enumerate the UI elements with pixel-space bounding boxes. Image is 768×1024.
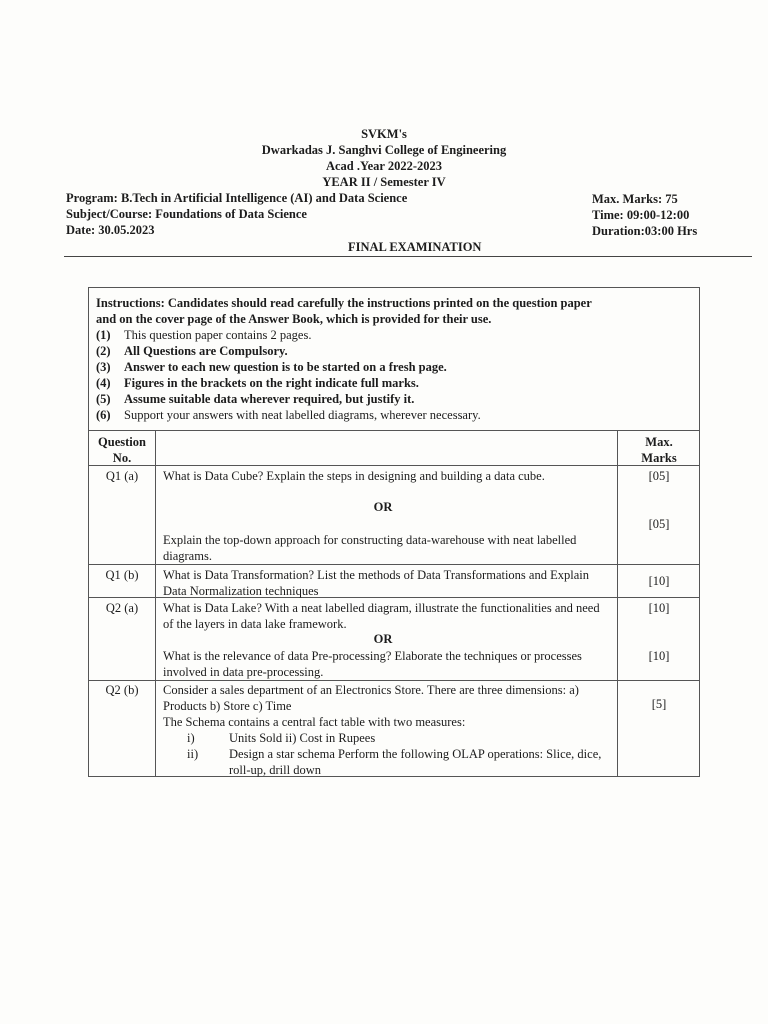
academic-year: Acad .Year 2022-2023 [325,159,443,173]
table-top-border [88,430,700,431]
question-marks: [05] [648,469,670,483]
instruction-number: (1) [96,328,111,342]
exam-title: FINAL EXAMINATION [348,240,482,254]
column-header-question-line2: No. [112,451,132,465]
question-number: Q1 (b) [105,568,139,582]
column-divider-marks [617,430,618,777]
question-number: Q2 (b) [105,683,139,697]
question-text: What is Data Cube? Explain the steps in designing and building a data cube. [163,469,545,483]
subject-course: Subject/Course: Foundations of Data Science [66,207,307,221]
column-header-question-line1: Question [98,435,146,449]
row-border [88,680,700,681]
exam-date: Date: 30.05.2023 [66,223,155,237]
instruction-number: (2) [96,344,111,358]
question-number: Q2 (a) [105,601,139,615]
question-marks-alternative: [10] [648,649,670,663]
header-divider [64,256,752,257]
column-header-marks-line1: Max. [645,435,673,449]
max-marks: Max. Marks: 75 [592,192,678,206]
instruction-item [96,327,696,343]
instruction-item [96,343,696,359]
year-semester: YEAR II / Semester IV [322,175,446,189]
instruction-item [96,391,696,407]
question-marks-alternative: [05] [648,517,670,531]
instruction-text: This question paper contains 2 pages. [124,328,312,342]
subpart-number: i) [187,731,195,745]
instruction-number: (5) [96,392,111,406]
exam-duration: Duration:03:00 Hrs [592,224,698,238]
instruction-text: Answer to each new question is to be started on a fresh page. [124,360,447,374]
college-name: Dwarkadas J. Sanghvi College of Engineering [261,143,507,157]
question-marks: [10] [648,574,670,588]
instruction-number: (4) [96,376,111,390]
column-divider-question [155,430,156,777]
subpart-text: Design a star schema Perform the following OLAP operations: Slice, dice, roll-up, drill down [229,747,602,777]
instructions [96,295,696,423]
instruction-number: (3) [96,360,111,374]
instructions-intro-1: Instructions: Candidates should read carefully the instructions printed on the question paper [96,296,592,310]
or-divider: OR [373,632,393,646]
table-header-border [88,465,700,466]
program: Program: B.Tech in Artificial Intelligence (AI) and Data Science [66,191,408,205]
column-header-question [89,434,155,466]
instruction-text: Figures in the brackets on the right indicate full marks. [124,376,419,390]
column-header-marks-line2: Marks [641,451,677,465]
question-text-schema: The Schema contains a central fact table with two measures: [163,715,466,729]
instruction-item [96,375,696,391]
instruction-number: (6) [96,408,111,422]
question-text: What is Data Transformation? List the methods of Data Transformations and Explain Data Normalization techniques [163,568,589,598]
instruction-text: Support your answers with neat labelled diagrams, wherever necessary. [124,408,481,422]
instruction-item [96,359,696,375]
question-number: Q1 (a) [105,469,139,483]
instructions-intro-2: and on the cover page of the Answer Book, which is provided for their use. [96,312,492,326]
subpart-text: Units Sold ii) Cost in Rupees [229,731,376,745]
column-header-marks [618,434,700,466]
question-text-alternative: What is the relevance of data Pre-processing? Elaborate the techniques or processes involved in data pre-processing. [163,649,582,679]
row-border [88,564,700,565]
question-text: What is Data Lake? With a neat labelled diagram, illustrate the functionalities and need of the layers in data lake framework. [163,601,600,631]
question-text: Consider a sales department of an Electronics Store. There are three dimensions: a) Products b) Store c) Time [163,683,579,713]
question-text-alternative: Explain the top-down approach for constructing data-warehouse with neat labelled diagrams. [163,533,577,563]
instruction-text: Assume suitable data wherever required, but justify it. [124,392,415,406]
or-divider: OR [373,500,393,514]
exam-time: Time: 09:00-12:00 [592,208,690,222]
question-marks: [5] [651,697,667,711]
org-name: SVKM's [361,127,407,141]
question-marks: [10] [648,601,670,615]
instruction-text: All Questions are Compulsory. [124,344,288,358]
instruction-item [96,407,696,423]
subpart-number: ii) [187,747,199,761]
